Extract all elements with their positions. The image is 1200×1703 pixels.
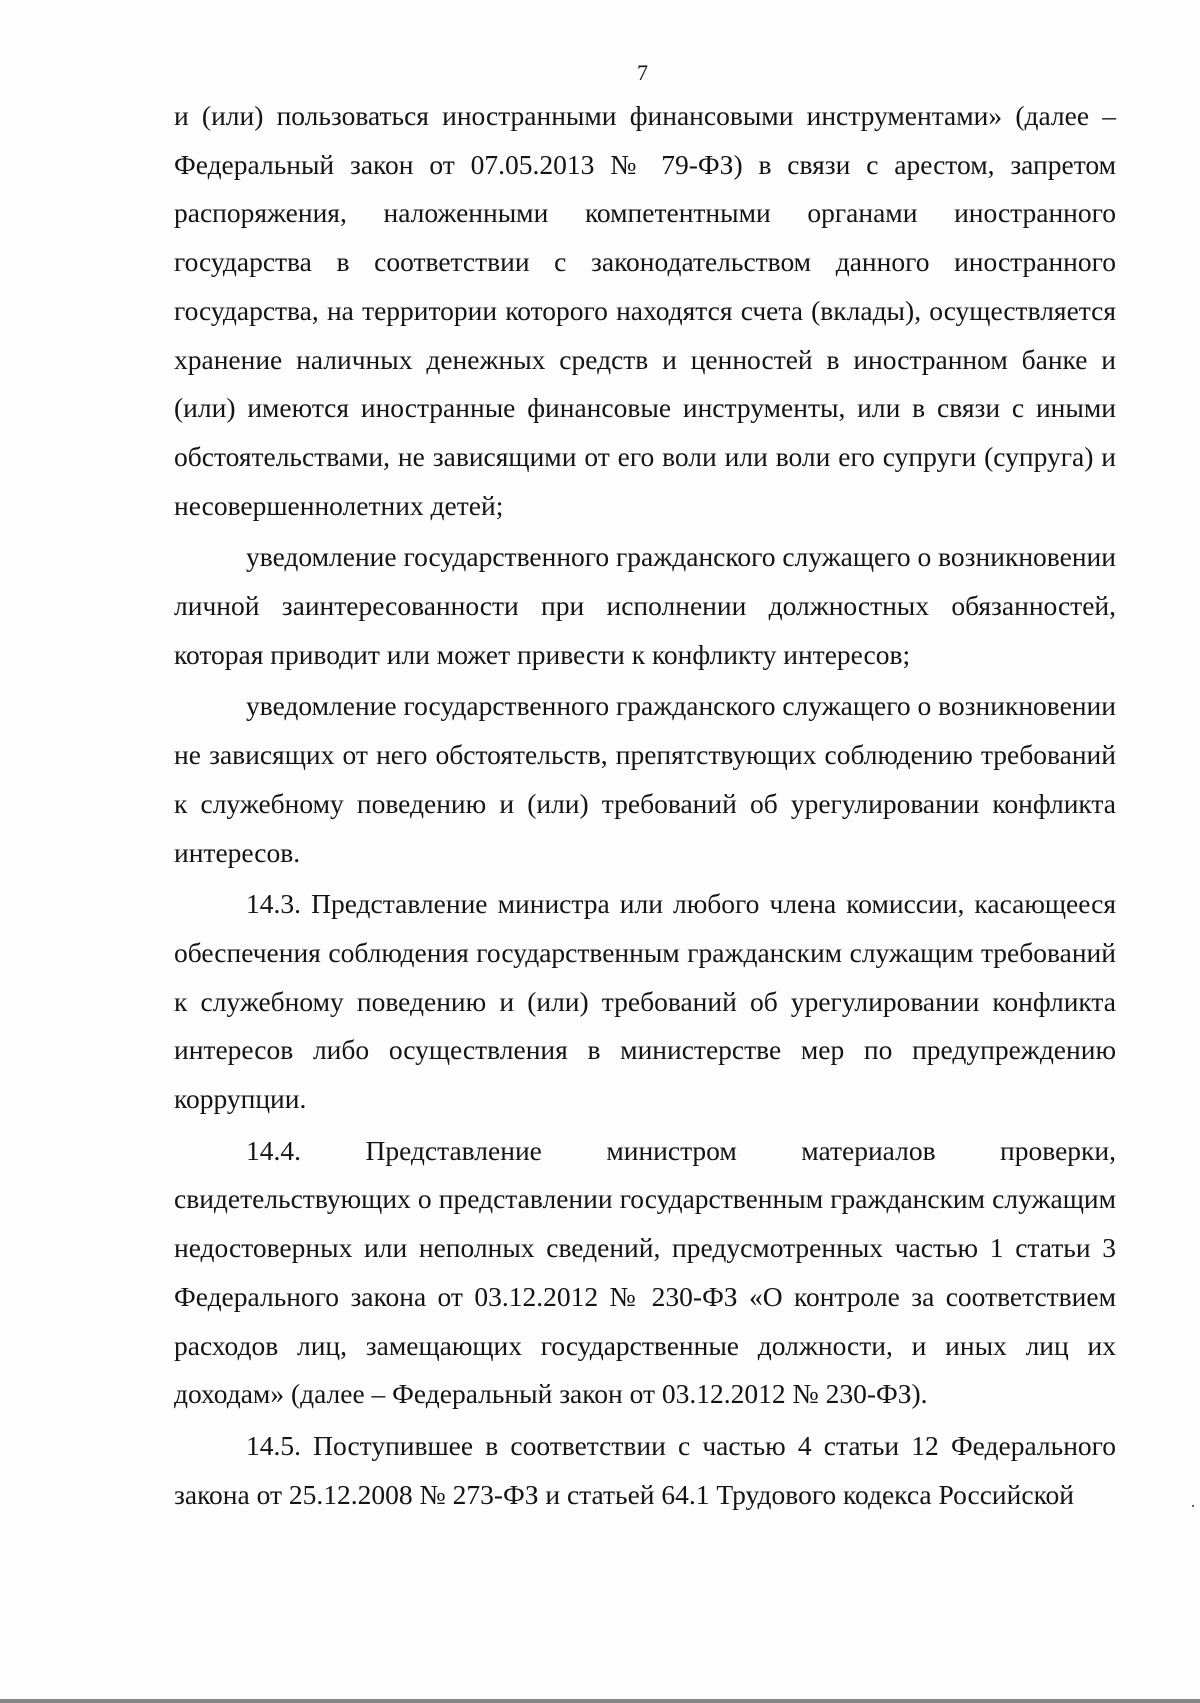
scan-speck	[1192, 1505, 1194, 1507]
document-body	[174, 92, 1116, 1519]
paragraph-14-4: 14.4. Представление министром материалов проверки, свидетельствующих о представлении государственным гражданским служащим недостоверных или неполных сведений, предусмотренных частью 1 статьи 3 Федерального закона от 03.12.2012 № 230-ФЗ «О контроле за соответствием расходов лиц, замещающих государственные должности, и иных лиц их доходам» (далее – Федеральный закон от 03.12.2012 № 230-ФЗ).	[174, 1134, 1116, 1410]
paragraph-14-3: 14.3. Представление министра или любого члена комиссии, касающееся обеспечения соблюдения государственным гражданским служащим требований к служебному поведению и (или) требований об урегулировании конфликта интересов либо осуществления в министерстве мер по предупреждению коррупции.	[174, 888, 1116, 1115]
paragraph-14-5: 14.5. Поступившее в соответствии с частью 4 статьи 12 Федерального закона от 25.12.2008 № 273-ФЗ и статьей 64.1 Трудового кодекса Российской	[174, 1429, 1116, 1510]
scan-bottom-edge	[0, 1699, 1200, 1703]
paragraph-continuation: и (или) пользоваться иностранными финансовыми инструментами» (далее – Федеральный закон от 07.05.2013 № 79-ФЗ) в связи с арестом, запретом распоряжения, наложенными компетентными органами иностранного государства в соответствии с законодательством данного иностранного государства, на территории которого находятся счета (вклады), осуществляется хранение наличных денежных средств и ценностей в иностранном банке и (или) имеются иностранные финансовые инструменты, или в связи с иными обстоятельствами, не зависящими от его воли или воли его супруги (супруга) и несовершеннолетних детей;	[174, 100, 1116, 521]
paragraph-notice-personal-interest: уведомление государственного гражданского служащего о возникновении личной заинтересованности при исполнении должностных обязанностей, которая приводит или может привести к конфликту интересов;	[174, 541, 1116, 670]
page-number: 7	[637, 60, 648, 85]
paragraph-notice-circumstances: уведомление государственного гражданского служащего о возникновении не зависящих от него обстоятельств, препятствующих соблюдению требований к служебному поведению и (или) требований об урегулировании конфликта интересов.	[174, 690, 1116, 868]
